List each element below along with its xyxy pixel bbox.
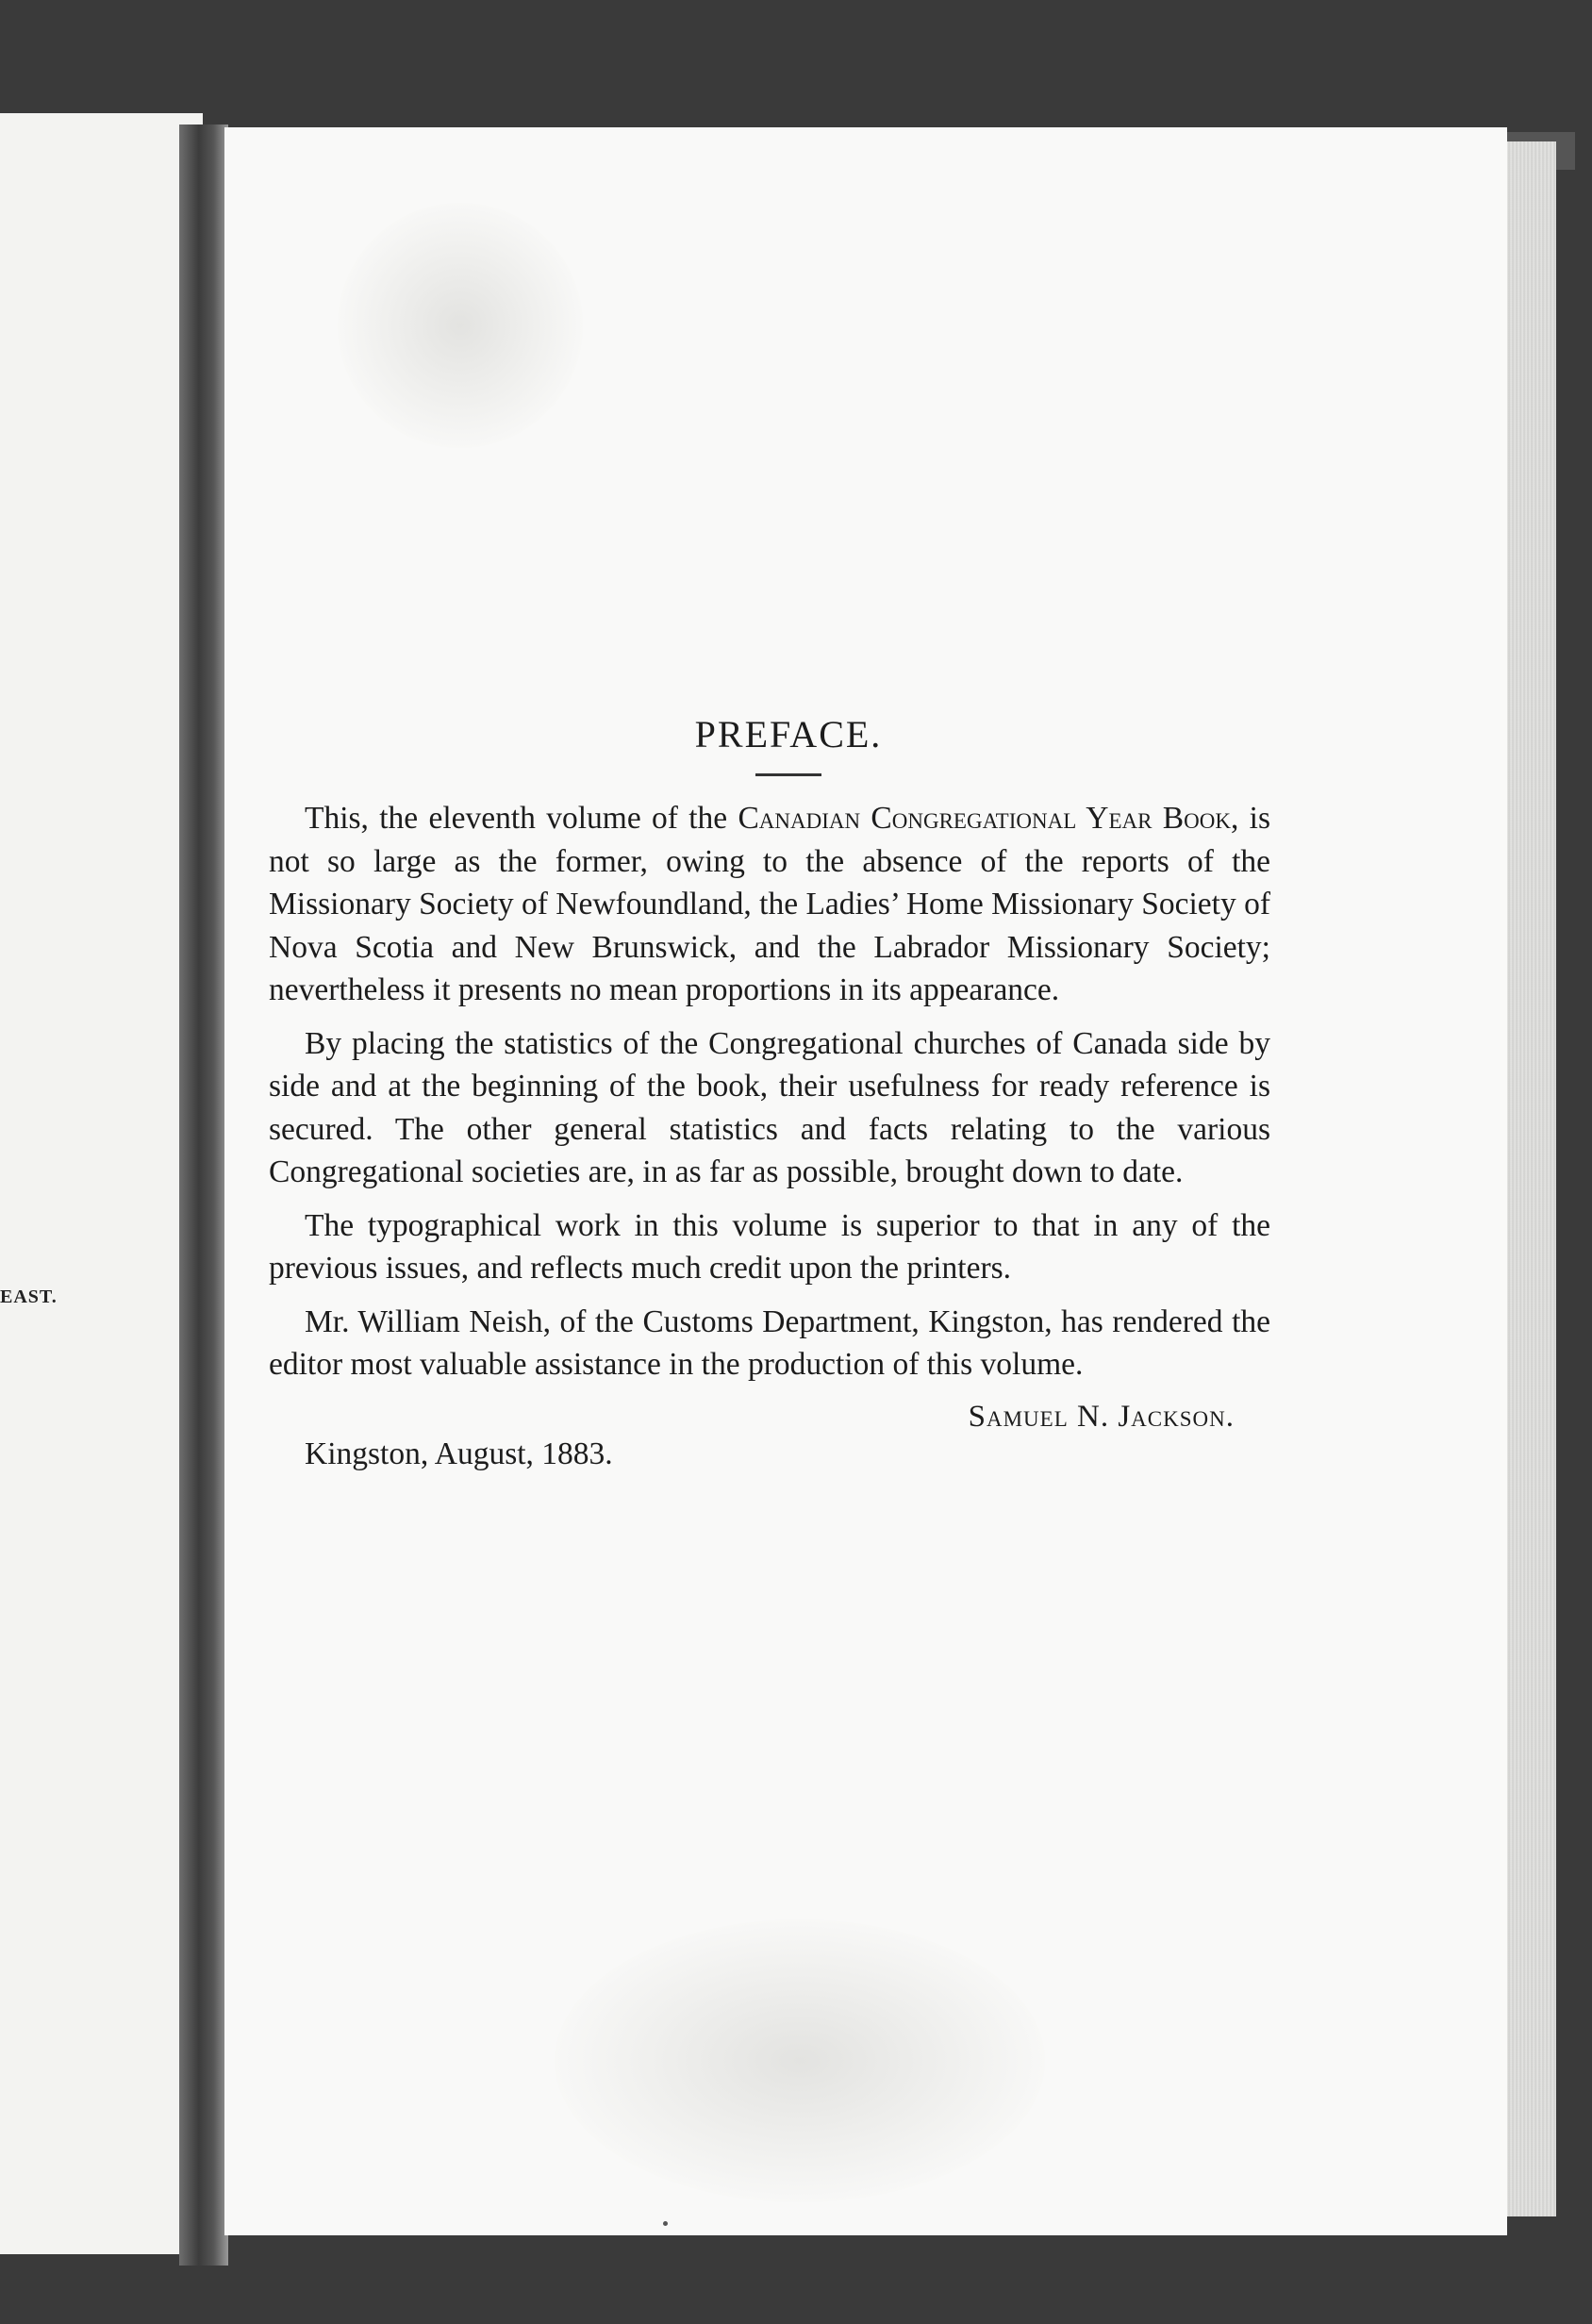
author-signature: Samuel N. Jackson. <box>968 1399 1235 1434</box>
book-gutter <box>179 124 228 2266</box>
preface-paragraph-4: Mr. William Neish, of the Customs Department, Kingston, has rendered the editor most valuable assistance in the production of this volume. <box>269 1303 1270 1382</box>
water-stain <box>555 1919 1045 2202</box>
preface-paragraph-2: By placing the statistics of the Congregational churches of Canada side by side and at the beginning of the book, their usefulness for ready reference is secured. The other general statistics and facts relating to the various Congregational societies are, in as far as possible, brought down to date. <box>269 1025 1270 1189</box>
book-title-smallcaps: Canadian Congregational Year Book <box>738 801 1231 836</box>
preface-content <box>269 712 1270 1472</box>
left-page-text-fragment: EAST. <box>0 1286 58 1307</box>
paragraph-rest: , is not so large as the former, owing to the absence of the reports of the Missionary Society of Newfoundland, the Ladies’ Home Missionary Society of Nova Scotia and New Brunswick, and the Labrador Missionary Society; nevertheless it presents no mean proportions in its appearance. <box>269 801 1270 1007</box>
preface-paragraph-3: The typographical work in this volume is superior to that in any of the previous issues, and reflects much credit upon the printers. <box>269 1207 1270 1286</box>
water-stain <box>338 203 583 448</box>
page-title: PREFACE. <box>694 713 883 755</box>
title-rule <box>755 773 821 776</box>
page-edges-stack <box>1500 141 1556 2216</box>
preface-paragraph-1 <box>269 797 1270 1012</box>
paragraph-lead: This, the eleventh volume of the <box>305 801 738 836</box>
speck <box>663 2221 668 2226</box>
left-facing-page <box>0 113 203 2254</box>
dateline: Kingston, August, 1883. <box>305 1436 613 1471</box>
